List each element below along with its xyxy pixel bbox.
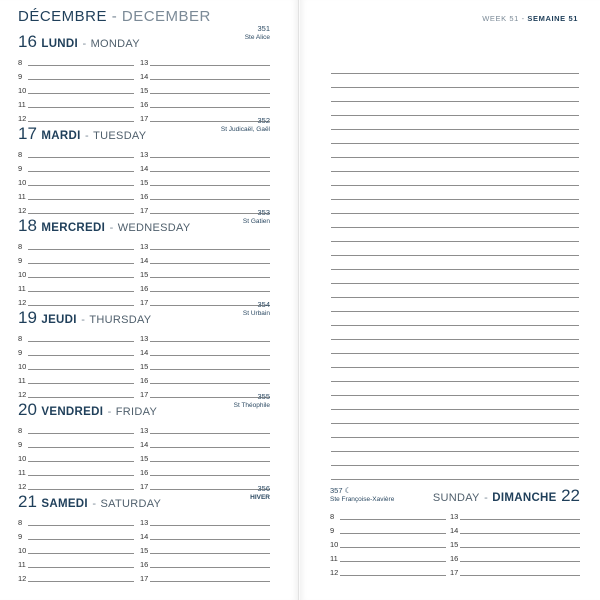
day-name-fr: MERCREDI xyxy=(41,222,106,234)
hour-row xyxy=(18,478,270,492)
day-header xyxy=(18,24,270,52)
moon-phase-icon: ☾ xyxy=(344,486,352,495)
hour-label: 15 xyxy=(450,540,459,549)
week-en: WEEK 51 xyxy=(482,14,519,23)
writing-line[interactable] xyxy=(28,93,134,94)
hour-label: 16 xyxy=(140,100,149,109)
writing-line[interactable] xyxy=(28,567,134,568)
writing-line[interactable] xyxy=(340,547,446,548)
hour-row xyxy=(18,174,270,188)
hour-label: 9 xyxy=(18,164,23,173)
hour-label: 10 xyxy=(18,178,27,187)
writing-line[interactable] xyxy=(460,547,580,548)
hour-row xyxy=(18,202,270,216)
hour-label: 8 xyxy=(18,426,23,435)
day-of-year: 353 xyxy=(257,208,270,217)
day-name-fr: SAMEDI xyxy=(41,498,88,510)
note-line[interactable] xyxy=(331,382,579,396)
hour-row xyxy=(18,330,270,344)
hour-row xyxy=(18,82,270,96)
writing-line[interactable] xyxy=(28,305,134,306)
writing-line[interactable] xyxy=(28,171,134,172)
day-title xyxy=(18,308,151,330)
day-title xyxy=(18,32,140,54)
hour-grid xyxy=(18,330,270,400)
note-line[interactable] xyxy=(331,368,579,382)
hour-label: 16 xyxy=(140,560,149,569)
writing-line[interactable] xyxy=(28,277,134,278)
writing-line[interactable] xyxy=(28,539,134,540)
writing-line[interactable] xyxy=(340,575,446,576)
hour-label: 9 xyxy=(18,348,23,357)
sunday-title xyxy=(433,486,580,508)
hour-label: 13 xyxy=(450,512,459,521)
writing-line[interactable] xyxy=(150,249,270,250)
hour-row xyxy=(18,54,270,68)
hour-label: 12 xyxy=(330,568,339,577)
hour-label: 13 xyxy=(140,334,149,343)
hour-row xyxy=(18,146,270,160)
day-name-en: MONDAY xyxy=(90,38,140,50)
hour-grid xyxy=(18,422,270,492)
hour-row xyxy=(18,266,270,280)
note-line[interactable] xyxy=(331,312,579,326)
sunday-fr: DIMANCHE xyxy=(492,492,557,504)
hour-label: 9 xyxy=(330,526,335,535)
hour-label: 12 xyxy=(18,482,27,491)
hour-label: 14 xyxy=(140,164,149,173)
writing-line[interactable] xyxy=(460,533,580,534)
day-name-fr: MARDI xyxy=(41,130,81,142)
hour-label: 17 xyxy=(140,206,149,215)
day-meta xyxy=(221,116,270,134)
hour-label: 16 xyxy=(140,192,149,201)
day-separator: - xyxy=(107,406,112,418)
writing-line[interactable] xyxy=(28,263,134,264)
note-line[interactable] xyxy=(331,74,579,88)
note-line[interactable] xyxy=(331,298,579,312)
hour-label: 17 xyxy=(140,298,149,307)
hour-row xyxy=(18,96,270,110)
writing-line[interactable] xyxy=(460,519,580,520)
note-line[interactable] xyxy=(331,396,579,410)
hour-label: 13 xyxy=(140,58,149,67)
day-of-year: 355 xyxy=(257,392,270,401)
note-line[interactable] xyxy=(331,158,579,172)
note-line[interactable] xyxy=(331,284,579,298)
writing-line[interactable] xyxy=(150,447,270,448)
hour-label: 8 xyxy=(18,334,23,343)
writing-line[interactable] xyxy=(28,157,134,158)
month-separator: - xyxy=(111,8,118,25)
day-of-year: 351 xyxy=(257,24,270,33)
hour-label: 11 xyxy=(18,468,26,477)
hour-label: 12 xyxy=(18,114,27,123)
hour-label: 11 xyxy=(18,560,26,569)
left-page xyxy=(0,0,299,600)
writing-line[interactable] xyxy=(340,533,446,534)
writing-line[interactable] xyxy=(150,263,270,264)
hour-row xyxy=(330,536,580,550)
hour-label: 15 xyxy=(140,454,149,463)
hour-label: 10 xyxy=(18,362,27,371)
hour-label: 17 xyxy=(140,574,149,583)
hour-label: 17 xyxy=(450,568,459,577)
hour-label: 10 xyxy=(330,540,339,549)
hour-label: 17 xyxy=(140,114,149,123)
day-separator: - xyxy=(109,222,114,234)
hour-row xyxy=(18,344,270,358)
hour-label: 13 xyxy=(140,426,149,435)
hour-label: 12 xyxy=(18,298,27,307)
sunday-saint: Ste Françoise-Xavière xyxy=(330,496,395,503)
writing-line[interactable] xyxy=(150,567,270,568)
hour-label: 10 xyxy=(18,546,27,555)
writing-line[interactable] xyxy=(150,553,270,554)
note-line[interactable] xyxy=(331,410,579,424)
hour-label: 17 xyxy=(140,390,149,399)
hour-label: 11 xyxy=(330,554,338,563)
hour-label: 15 xyxy=(140,270,149,279)
hour-row xyxy=(330,564,580,578)
writing-line[interactable] xyxy=(28,581,134,582)
writing-line[interactable] xyxy=(460,561,580,562)
hour-label: 15 xyxy=(140,178,149,187)
writing-line[interactable] xyxy=(28,383,134,384)
hour-label: 11 xyxy=(18,192,26,201)
hour-row xyxy=(18,464,270,478)
hour-label: 16 xyxy=(140,468,149,477)
sunday-separator: - xyxy=(484,492,488,504)
hour-label: 12 xyxy=(18,206,27,215)
day-title xyxy=(18,216,191,238)
hour-label: 13 xyxy=(140,150,149,159)
note-line[interactable] xyxy=(331,452,579,466)
day-title xyxy=(18,492,161,514)
note-line[interactable] xyxy=(331,130,579,144)
writing-line[interactable] xyxy=(150,355,270,356)
week-separator: - xyxy=(521,14,525,23)
day-meta xyxy=(245,24,270,42)
writing-line[interactable] xyxy=(28,121,134,122)
hour-row xyxy=(18,514,270,528)
day-separator: - xyxy=(85,130,89,142)
writing-line[interactable] xyxy=(28,447,134,448)
saint-name: Ste Alice xyxy=(244,34,270,41)
writing-line[interactable] xyxy=(28,355,134,356)
note-line[interactable] xyxy=(331,466,579,480)
hour-label: 16 xyxy=(140,284,149,293)
note-line[interactable] xyxy=(331,88,579,102)
writing-line[interactable] xyxy=(150,461,270,462)
writing-line[interactable] xyxy=(150,199,270,200)
note-line[interactable] xyxy=(331,354,579,368)
hour-row xyxy=(18,450,270,464)
day-number: 20 xyxy=(18,400,37,419)
hour-label: 8 xyxy=(18,58,23,67)
hour-label: 14 xyxy=(450,526,459,535)
writing-line[interactable] xyxy=(150,93,270,94)
note-line[interactable] xyxy=(331,326,579,340)
hour-row xyxy=(18,556,270,570)
hour-row xyxy=(18,252,270,266)
hour-label: 8 xyxy=(18,518,23,527)
month-en: DECEMBER xyxy=(121,8,211,25)
day-meta xyxy=(250,484,270,502)
day-number: 18 xyxy=(18,216,37,235)
notes-area[interactable] xyxy=(331,60,579,480)
hour-label: 8 xyxy=(330,512,335,521)
day-title xyxy=(18,124,146,146)
hour-label: 8 xyxy=(18,150,23,159)
writing-line[interactable] xyxy=(150,65,270,66)
hour-label: 15 xyxy=(140,362,149,371)
day-block-sunday xyxy=(330,486,580,577)
writing-line[interactable] xyxy=(150,539,270,540)
day-name-fr: VENDREDI xyxy=(41,406,104,418)
writing-line[interactable] xyxy=(150,171,270,172)
hour-row xyxy=(18,160,270,174)
hour-label: 8 xyxy=(18,242,23,251)
hour-grid xyxy=(18,54,270,124)
writing-line[interactable] xyxy=(28,369,134,370)
note-line[interactable] xyxy=(331,438,579,452)
hour-label: 9 xyxy=(18,532,23,541)
writing-line[interactable] xyxy=(150,475,270,476)
hour-label: 10 xyxy=(18,270,27,279)
writing-line[interactable] xyxy=(28,475,134,476)
writing-line[interactable] xyxy=(28,525,134,526)
note-line[interactable] xyxy=(331,214,579,228)
day-of-year: 352 xyxy=(257,116,270,125)
hour-row xyxy=(18,542,270,556)
day-number: 17 xyxy=(18,124,37,143)
month-fr: DÉCEMBRE xyxy=(18,8,108,25)
sunday-en: SUNDAY xyxy=(432,492,480,504)
writing-line[interactable] xyxy=(150,581,270,582)
writing-line[interactable] xyxy=(28,341,134,342)
hour-label: 14 xyxy=(140,348,149,357)
writing-line[interactable] xyxy=(340,519,446,520)
hour-row xyxy=(330,508,580,522)
day-name-en: TUESDAY xyxy=(93,130,147,142)
writing-line[interactable] xyxy=(150,525,270,526)
writing-line[interactable] xyxy=(150,277,270,278)
writing-line[interactable] xyxy=(28,199,134,200)
writing-line[interactable] xyxy=(28,291,134,292)
hour-label: 15 xyxy=(140,546,149,555)
note-line[interactable] xyxy=(331,116,579,130)
hour-label: 12 xyxy=(18,574,27,583)
hour-label: 14 xyxy=(140,256,149,265)
writing-line[interactable] xyxy=(28,397,134,398)
day-name-en: FRIDAY xyxy=(115,406,158,418)
writing-line[interactable] xyxy=(150,291,270,292)
saint-name: St Théophile xyxy=(233,402,270,409)
note-line[interactable] xyxy=(331,186,579,200)
note-line[interactable] xyxy=(331,144,579,158)
hour-label: 10 xyxy=(18,86,27,95)
writing-line[interactable] xyxy=(28,213,134,214)
hour-row xyxy=(18,358,270,372)
month-header xyxy=(18,8,211,25)
writing-line[interactable] xyxy=(150,369,270,370)
hour-grid xyxy=(18,238,270,308)
day-of-year: 354 xyxy=(257,300,270,309)
hour-label: 14 xyxy=(140,72,149,81)
hour-label: 16 xyxy=(140,376,149,385)
day-title xyxy=(18,400,157,422)
sunday-number: 22 xyxy=(561,486,580,505)
writing-line[interactable] xyxy=(150,79,270,80)
hour-label: 13 xyxy=(140,242,149,251)
writing-line[interactable] xyxy=(28,79,134,80)
right-page xyxy=(300,0,600,600)
note-line[interactable] xyxy=(331,256,579,270)
hour-label: 11 xyxy=(18,284,26,293)
writing-line[interactable] xyxy=(150,383,270,384)
saint-name: St Gatien xyxy=(242,218,270,225)
hour-row xyxy=(18,436,270,450)
hour-label: 14 xyxy=(140,440,149,449)
writing-line[interactable] xyxy=(28,461,134,462)
week-header xyxy=(482,14,578,23)
writing-line[interactable] xyxy=(28,249,134,250)
hour-row xyxy=(18,188,270,202)
hour-label: 9 xyxy=(18,256,23,265)
writing-line[interactable] xyxy=(150,185,270,186)
day-name-fr: JEUDI xyxy=(41,314,77,326)
hour-row xyxy=(18,422,270,436)
sunday-header xyxy=(330,486,580,506)
writing-line[interactable] xyxy=(28,65,134,66)
hour-label: 16 xyxy=(450,554,459,563)
writing-line[interactable] xyxy=(150,341,270,342)
day-name-en: WEDNESDAY xyxy=(117,222,191,234)
writing-line[interactable] xyxy=(150,433,270,434)
writing-line[interactable] xyxy=(150,107,270,108)
note-line[interactable] xyxy=(331,228,579,242)
hour-label: 9 xyxy=(18,440,23,449)
hour-row xyxy=(18,68,270,82)
note-line[interactable] xyxy=(331,60,579,74)
sunday-day-of-year: 357 xyxy=(330,486,343,495)
writing-line[interactable] xyxy=(28,433,134,434)
hour-row xyxy=(18,372,270,386)
note-line[interactable] xyxy=(331,424,579,438)
writing-line[interactable] xyxy=(28,107,134,108)
note-line[interactable] xyxy=(331,200,579,214)
writing-line[interactable] xyxy=(28,489,134,490)
hour-row xyxy=(18,294,270,308)
hour-label: 13 xyxy=(140,518,149,527)
day-meta xyxy=(243,300,270,318)
hour-row xyxy=(18,528,270,542)
week-fr: SEMAINE 51 xyxy=(527,14,578,23)
hour-label: 11 xyxy=(18,100,26,109)
hour-row xyxy=(18,570,270,584)
sunday-hours xyxy=(330,508,580,578)
day-name-fr: LUNDI xyxy=(41,38,79,50)
saint-name: St Judicaël, Gaël xyxy=(220,126,270,133)
note-line[interactable] xyxy=(331,270,579,284)
hour-label: 12 xyxy=(18,390,27,399)
day-number: 16 xyxy=(18,32,37,51)
note-line[interactable] xyxy=(331,242,579,256)
hour-label: 14 xyxy=(140,532,149,541)
hour-row xyxy=(18,280,270,294)
writing-line[interactable] xyxy=(460,575,580,576)
day-separator: - xyxy=(82,38,87,50)
hour-grid xyxy=(18,514,270,584)
note-line[interactable] xyxy=(331,102,579,116)
saint-name: St Urbain xyxy=(242,310,270,317)
saint-name: HIVER xyxy=(250,494,270,501)
day-name-en: THURSDAY xyxy=(89,314,152,326)
writing-line[interactable] xyxy=(28,185,134,186)
hour-row xyxy=(330,522,580,536)
day-separator: - xyxy=(81,314,85,326)
hour-label: 11 xyxy=(18,376,26,385)
writing-line[interactable] xyxy=(340,561,446,562)
day-separator: - xyxy=(92,498,97,510)
hour-row xyxy=(18,238,270,252)
sunday-meta xyxy=(330,486,394,504)
hour-row xyxy=(18,386,270,400)
day-meta xyxy=(243,208,270,226)
writing-line[interactable] xyxy=(150,157,270,158)
day-number: 19 xyxy=(18,308,37,327)
day-number: 21 xyxy=(18,492,37,511)
hour-label: 17 xyxy=(140,482,149,491)
hour-row xyxy=(330,550,580,564)
day-block xyxy=(18,484,270,583)
hour-label: 10 xyxy=(18,454,27,463)
writing-line[interactable] xyxy=(28,553,134,554)
note-line[interactable] xyxy=(331,172,579,186)
hour-label: 15 xyxy=(140,86,149,95)
hour-label: 9 xyxy=(18,72,23,81)
day-meta xyxy=(234,392,270,410)
note-line[interactable] xyxy=(331,340,579,354)
day-name-en: SATURDAY xyxy=(100,498,162,510)
day-of-year: 356 xyxy=(257,484,270,493)
hour-grid xyxy=(18,146,270,216)
